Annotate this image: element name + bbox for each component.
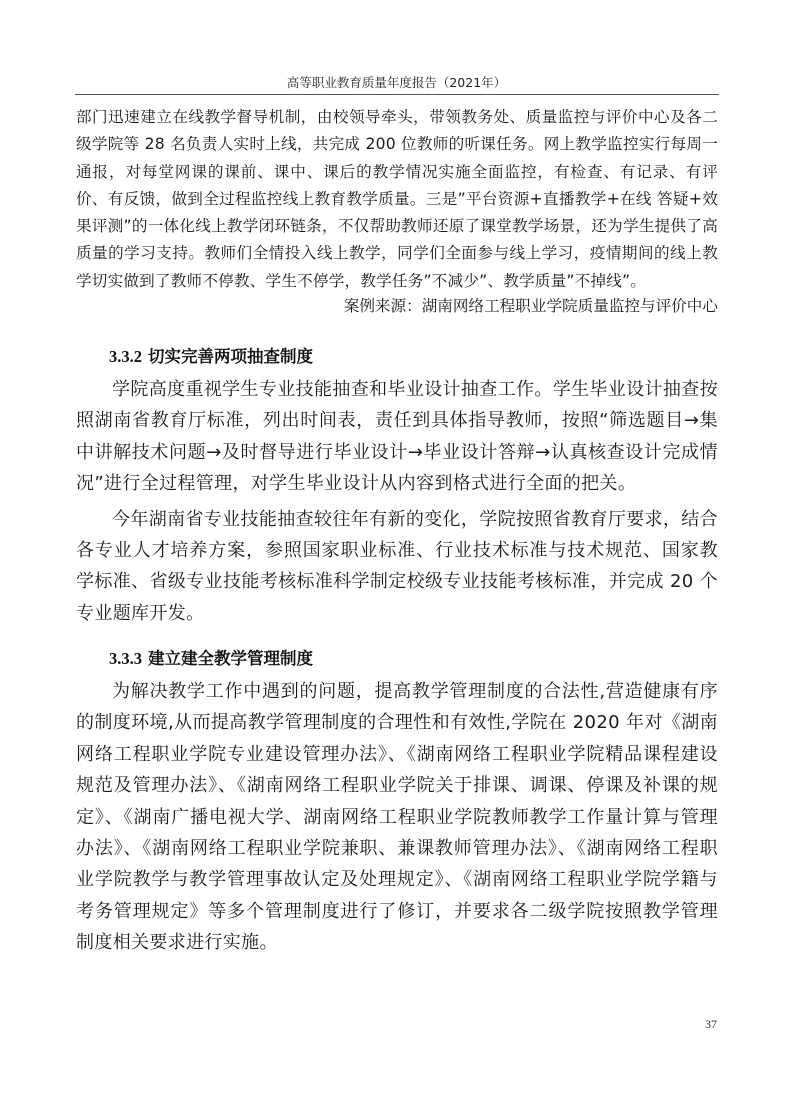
page-number: 37 — [705, 1017, 717, 1031]
section-number: 3.3.2 — [109, 347, 142, 366]
body-paragraph: 为解决教学工作中遇到的问题，提高教学管理制度的合法性,营造健康有序的制度环境,从而提高教学管理制度的合理性和有效性,学院在 2020 年对《湖南网络工程职业学院专业建设管理办法》、《湖南网络工程职业学院精品课程建设规范及管理办法》、《湖南网络工程职业学院关于排课、调课、停课及补课的规定》、《湖南广播电视大学、湖南网络工程职业学院教师教学工作量计算与管理办法》、《湖南网络工程职业学院兼职、兼课教师管理办法》、《湖南网络工程职业学院教学与教学管理事故认定及处理规定》、《湖南网络工程职业学院学籍与考务管理规定》等多个管理制度进行了修订，并要求各二级学院按照教学管理制度相关要求进行实施。 — [76, 681, 718, 954]
running-header-title: 高等职业教育质量年度报告（2021年） — [286, 75, 507, 90]
case-study-block — [76, 104, 718, 317]
body-paragraph: 今年湖南省专业技能抽查较往年有新的变化，学院按照省教育厅要求，结合各专业人才培养方案，参照国家职业标准、行业技术标准与技术规范、国家教学标准、省级专业技能考核标准科学制定校级专业技能考核标准，并完成 20 个专业题库开发。 — [76, 508, 718, 624]
section-3-3-3 — [76, 646, 718, 959]
section-title: 建立建全教学管理制度 — [148, 649, 313, 668]
case-paragraph: 部门迅速建立在线教学督导机制，由校领导牵头，带领教务处、质量监控与评价中心及各二级学院等 28 名负责人实时上线，共完成 200 位教师的听课任务。网上教学监控实行每周一通报，对每堂网课的课前、课中、课后的教学情况实施全面监控，有检查、有记录、有评价、有反馈，做到全过程监控线上教育教学质量。三是”平台资源+直播教学+在线 答疑+效果评测”的一体化线上教学闭环链条，不仅帮助教师还原了课堂教学场景，还为学生提供了高质量的学习支持。教师们全情投入线上教学，同学们全面参与线上学习，疫情期间的线上教学切实做到了教师不停教、学生不停学，教学任务”不减少”、教学质量”不掉线”。 — [76, 108, 718, 290]
section-number: 3.3.3 — [109, 649, 142, 668]
section-title: 切实完善两项抽查制度 — [148, 347, 313, 366]
body-paragraph: 学院高度重视学生专业技能抽查和毕业设计抽查工作。学生毕业设计抽查按照湖南省教育厅标准，列出时间表，责任到具体指导教师，按照“筛选题目→集中讲解技术问题→及时督导进行毕业设计→毕业设计答辩→认真核查设计完成情况”进行全过程管理，对学生毕业设计从内容到格式进行全面的把关。 — [76, 379, 718, 495]
section-heading — [76, 646, 718, 672]
case-source-credit: 案例来源：湖南网络工程职业学院质量监控与评价中心 — [343, 297, 718, 316]
header-divider — [75, 94, 719, 95]
section-heading — [76, 344, 718, 370]
section-3-3-2 — [76, 344, 718, 629]
